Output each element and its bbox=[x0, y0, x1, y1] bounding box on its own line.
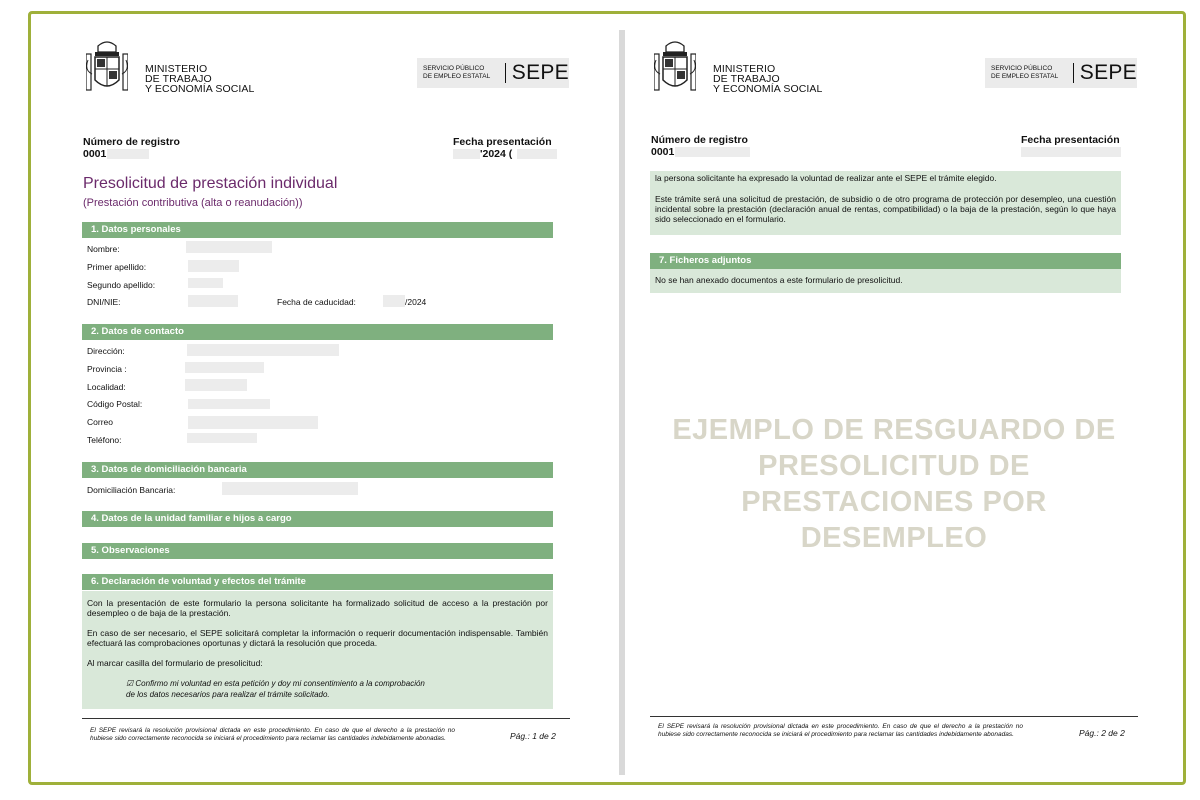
redacted-date-start bbox=[453, 149, 480, 159]
ministry-line-1: MINISTERIO bbox=[713, 63, 776, 75]
address-label: Dirección: bbox=[87, 346, 125, 356]
expiry-date-value: /2024 bbox=[405, 297, 427, 307]
section-bank-data: 3. Datos de domiciliación bancaria bbox=[82, 462, 553, 478]
declaration-paragraph-2: En caso de ser necesario, el SEPE solicitará completar la información o requerir documentación indispensable. También efectuará las comprobaciones oportunas y dictará la resolución que proceda. bbox=[87, 628, 548, 648]
footer-note: El SEPE revisará la resolución provisional dictada en este procedimiento. En caso de que el derecho a la prestación no hubiese sido correctamente reconocida se iniciará el procedimiento para reclamar las cantidades indebidamente abonadas. bbox=[90, 727, 455, 742]
declaration-paragraph-3: Al marcar casilla del formulario de presolicitud: bbox=[87, 658, 263, 668]
section-personal-data: 1. Datos personales bbox=[82, 222, 553, 238]
declaration-continued-2: Este trámite será una solicitud de prestación, de subsidio o de otro programa de protección por desempleo, una cuestión incidental sobre la prestación (declaración anual de rentas, compatibilidad) o la baja de la prestación, según lo que haya sido seleccionado en el formulario. bbox=[655, 194, 1116, 224]
dni-label: DNI/NIE: bbox=[87, 297, 121, 307]
footer-rule bbox=[650, 716, 1138, 717]
province-label: Provincia : bbox=[87, 364, 127, 374]
sepe-separator bbox=[1073, 63, 1074, 83]
registration-value: 0001 bbox=[83, 148, 107, 160]
sepe-small-line-2: DE EMPLEO ESTATAL bbox=[423, 73, 491, 80]
sepe-wordmark: SEPE bbox=[511, 61, 569, 84]
redacted-dni bbox=[188, 295, 238, 307]
redacted-name bbox=[186, 241, 272, 253]
registration-label: Número de registro bbox=[83, 136, 180, 148]
section-declaration: 6. Declaración de voluntad y efectos del trámite bbox=[82, 574, 553, 590]
expiry-date-label: Fecha de caducidad: bbox=[277, 297, 356, 307]
page-number: Pág.: 2 de 2 bbox=[1079, 728, 1125, 738]
date-label: Fecha presentación bbox=[1021, 134, 1120, 146]
consent-checkbox-line-2: de los datos necesarios para realizar el trámite solicitado. bbox=[126, 690, 330, 699]
ministry-line-3: Y ECONOMÍA SOCIAL bbox=[713, 83, 823, 95]
section-contact-data: 2. Datos de contacto bbox=[82, 324, 553, 340]
sepe-small-line-1: SERVICIO PÚBLICO bbox=[423, 65, 485, 72]
form-title: Presolicitud de prestación individual bbox=[83, 175, 338, 192]
section-attachments: 7. Ficheros adjuntos bbox=[650, 253, 1121, 269]
ministry-line-1: MINISTERIO bbox=[145, 63, 208, 75]
ministry-name bbox=[145, 64, 254, 94]
footer-rule bbox=[82, 718, 570, 719]
sepe-wordmark: SEPE bbox=[1079, 61, 1137, 84]
sample-watermark: EJEMPLO DE RESGUARDO DE PRESOLICITUD DE PRESTACIONES POR DESEMPLEO bbox=[672, 414, 1116, 554]
registration-label: Número de registro bbox=[651, 134, 748, 146]
form-subtitle: (Prestación contributiva (alta o reanudación)) bbox=[83, 197, 303, 209]
redacted-locality bbox=[185, 379, 247, 391]
coat-of-arms-icon bbox=[86, 40, 128, 96]
footer-note: El SEPE revisará la resolución provisional dictada en este procedimiento. En caso de que el derecho a la prestación no hubiese sido correctamente reconocida se iniciará el procedimiento para reclamar las cantidades indebidamente abonadas. bbox=[658, 723, 1023, 738]
redacted-email bbox=[188, 416, 318, 429]
sepe-small-text bbox=[985, 65, 1069, 81]
date-value: '2024 ( bbox=[480, 148, 513, 160]
redacted-postal-code bbox=[188, 399, 270, 409]
locality-label: Localidad: bbox=[87, 382, 126, 392]
redacted-registration bbox=[675, 147, 750, 157]
section-observations: 5. Observaciones bbox=[82, 543, 553, 559]
redacted-first-surname bbox=[188, 260, 239, 272]
bank-account-label: Domiciliación Bancaria: bbox=[87, 485, 176, 495]
sepe-logo bbox=[985, 58, 1137, 88]
page-divider bbox=[619, 30, 625, 775]
declaration-continued-1: la persona solicitante ha expresado la voluntad de realizar ante el SEPE el trámite elegido. bbox=[655, 173, 997, 183]
redacted-address bbox=[187, 344, 339, 356]
sepe-small-line-2: DE EMPLEO ESTATAL bbox=[991, 73, 1059, 80]
consent-checkbox-line: ☑ Confirmo mi voluntad en esta petición y doy mi consentimiento a la comprobación bbox=[126, 679, 425, 688]
no-attachments-text: No se han anexado documentos a este formulario de presolicitud. bbox=[655, 275, 903, 285]
name-label: Nombre: bbox=[87, 244, 120, 254]
sepe-small-text bbox=[417, 65, 501, 81]
ministry-line-2: DE TRABAJO bbox=[713, 73, 780, 85]
registration-value: 0001 bbox=[651, 146, 675, 158]
date-label: Fecha presentación bbox=[453, 136, 552, 148]
redacted-registration bbox=[107, 149, 149, 159]
sepe-small-line-1: SERVICIO PÚBLICO bbox=[991, 65, 1053, 72]
page-number: Pág.: 1 de 2 bbox=[510, 731, 556, 741]
redacted-bank-account bbox=[222, 482, 358, 495]
ministry-name bbox=[713, 64, 822, 94]
coat-of-arms-icon bbox=[654, 40, 696, 96]
second-surname-label: Segundo apellido: bbox=[87, 280, 156, 290]
postal-code-label: Código Postal: bbox=[87, 399, 143, 409]
redacted-expiry-date bbox=[383, 295, 405, 307]
sepe-separator bbox=[505, 63, 506, 83]
ministry-line-2: DE TRABAJO bbox=[145, 73, 212, 85]
redacted-date-end bbox=[517, 149, 557, 159]
ministry-line-3: Y ECONOMÍA SOCIAL bbox=[145, 83, 255, 95]
redacted-date bbox=[1021, 147, 1121, 157]
phone-label: Teléfono: bbox=[87, 435, 122, 445]
declaration-paragraph-1: Con la presentación de este formulario la persona solicitante ha formalizado solicitud de acceso a la prestación por desempleo o de baja de la prestación. bbox=[87, 598, 548, 618]
redacted-phone bbox=[187, 433, 257, 443]
first-surname-label: Primer apellido: bbox=[87, 262, 147, 272]
redacted-second-surname bbox=[188, 278, 223, 288]
email-label: Correo bbox=[87, 417, 113, 427]
sepe-logo bbox=[417, 58, 569, 88]
redacted-province bbox=[185, 362, 264, 373]
section-family-unit: 4. Datos de la unidad familiar e hijos a cargo bbox=[82, 511, 553, 527]
